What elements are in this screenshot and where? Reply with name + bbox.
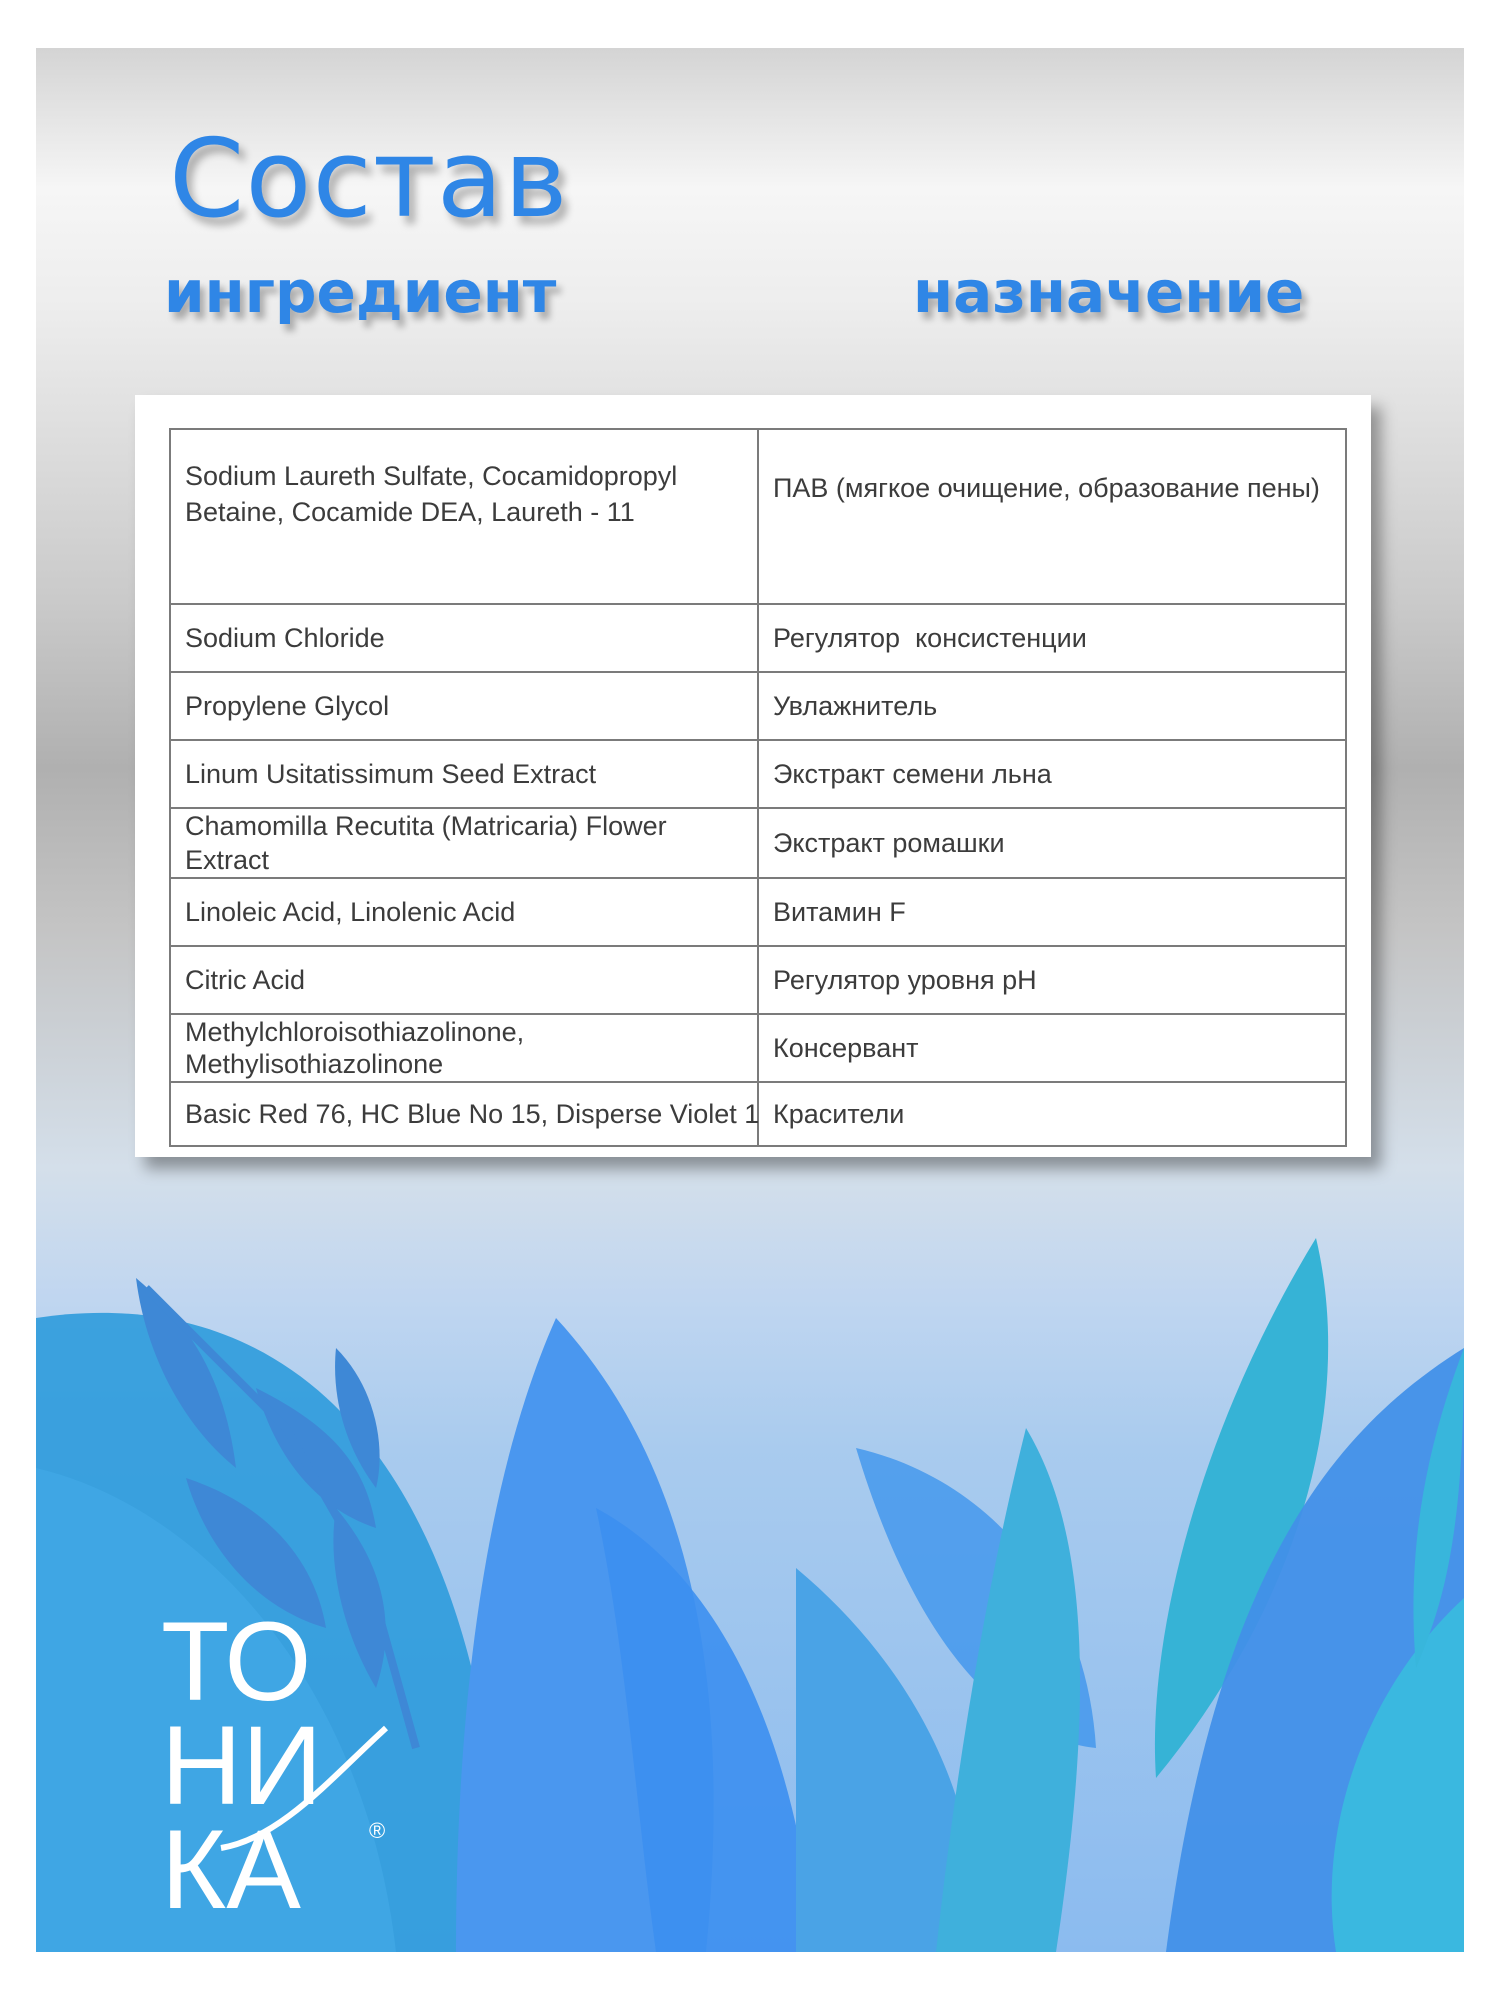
ingredients-card (135, 395, 1371, 1157)
purpose-cell: Красители (758, 1082, 1346, 1146)
table-row (170, 1014, 1346, 1082)
ingredient-cell: Basic Red 76, HC Blue No 15, Disperse Violet 1 (170, 1082, 758, 1146)
ingredient-cell: Methylchloroisothiazolinone, Methylisothiazolinone (170, 1014, 758, 1082)
purpose-cell: Регулятор уровня pH (758, 946, 1346, 1014)
logo-line-3: КА (161, 1807, 301, 1928)
registered-mark: ® (369, 1818, 386, 1843)
table-row (170, 672, 1346, 740)
ingredient-cell: Propylene Glycol (170, 672, 758, 740)
table-row (170, 946, 1346, 1014)
ingredient-cell: Citric Acid (170, 946, 758, 1014)
brand-logo (161, 1608, 411, 1928)
ingredient-cell: Sodium Laureth Sulfate, Cocamidopropyl Betaine, Cocamide DEA, Laureth - 11 (170, 429, 758, 604)
table-row (170, 1082, 1346, 1146)
ingredients-table (169, 428, 1347, 1147)
logo-line-1: ТО (161, 1608, 312, 1724)
background-panel (36, 48, 1464, 1952)
table-row (170, 808, 1346, 878)
table-row (170, 429, 1346, 604)
purpose-cell: Витамин F (758, 878, 1346, 946)
table-row (170, 604, 1346, 672)
purpose-cell: Увлажнитель (758, 672, 1346, 740)
purpose-cell: ПАВ (мягкое очищение, образование пены) (758, 429, 1346, 604)
ingredient-cell: Linum Usitatissimum Seed Extract (170, 740, 758, 808)
table-row (170, 878, 1346, 946)
ingredient-cell: Linoleic Acid, Linolenic Acid (170, 878, 758, 946)
ingredient-column-heading: ингредиент (164, 258, 557, 326)
ingredient-cell: Sodium Chloride (170, 604, 758, 672)
purpose-cell: Экстракт ромашки (758, 808, 1346, 878)
logo-line-2: НИ (161, 1703, 323, 1828)
table-row (170, 740, 1346, 808)
purpose-column-heading: назначение (913, 258, 1305, 326)
page-title: Состав (169, 117, 569, 242)
ingredient-cell: Chamomilla Recutita (Matricaria) Flower Extract (170, 808, 758, 878)
purpose-cell: Регулятор консистенции (758, 604, 1346, 672)
purpose-cell: Экстракт семени льна (758, 740, 1346, 808)
purpose-cell: Консервант (758, 1014, 1346, 1082)
